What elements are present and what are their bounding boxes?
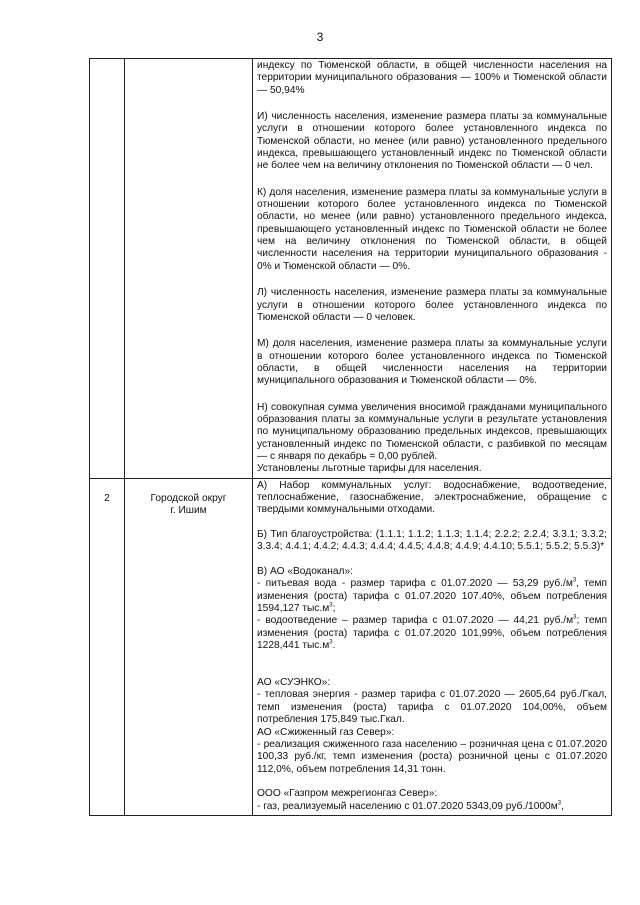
paragraph-k: К) доля населения, изменение размера платы за коммунальные услуги в отношении которого более установленного индекса по Тюменской области, но менее (или равно) установленного предельного индекса, превышающего установленный индекс по Тюменской области не более чем на величину отклонения по Тюменской области, в общей численности населения на территории муниципального образования - 0% и Тюменской области — 0%. (257, 186, 607, 272)
liquefied-gas-tariff: - реализация сжиженного газа населению – розничная цена с 01.07.2020 100,33 руб./кг, темп изменения (роста) розничной цены с 01.07.2020 112,0%, объем потребления 14,31 тонн. (257, 738, 607, 775)
heat-energy-tariff: - тепловая энергия - размер тарифа с 01.07.2020 — 2605,64 руб./Гкал, темп изменения (роста) тарифа с 01.07.2020 104,00%, объем потребления 175,849 тыс.Гкал. (257, 689, 607, 726)
wastewater-tariff: - водоотведение – размер тарифа с 01.07.2020 — 44,21 $руб./м^3$; темп изменения (роста) тарифа с 01.07.2020 101,99%, объем потребления 1228,441 $тыс.м^3$. (257, 615, 608, 652)
paragraph-b: Б) Тип благоустройства: (1.1.1; 1.1.2; 1.1.3; 1.1.4; 2.2.2; 2.2.4; 3.3.1; 3.3.2; 3.3.4; 4.4.1; 4.4.2; 4.4.3; 4.4.4; 4.4.5; 4.4.8; 4.4.9; 4.4.10; 5.5.1; 5.5.2; 5.5.3)* (257, 529, 607, 553)
document-table (89, 58, 612, 816)
paragraph-continuation: индексу по Тюменской области, в общей численности населения на территории муниципального образования — 100% и Тюменской области — 50,94% (257, 60, 607, 96)
page-number: 3 (316, 30, 324, 44)
gazprom-title: ООО «Газпром межрегионгаз Север»: (257, 788, 438, 800)
gas-tariff: - газ, реализуемый населению с 01.07.2020 5343,09 $руб./1000м^3$, (257, 800, 564, 812)
paragraph-i: И) численность населения, изменение размера платы за коммунальные услуги в отношении которого более установленного индекса по Тюменской области, но менее (или равно) установленного предельного индекса, превышающего установленный индекс по Тюменской области не более чем на величину отклонения по Тюменской области — 0 чел. (257, 111, 607, 172)
municipality-name-line2: г. Ишим (170, 504, 207, 516)
municipality-cell (125, 59, 253, 479)
paragraph-a: А) Набор коммунальных услуг: водоснабжение, водоотведение, теплоснабжение, газоснабжение, электроснабжение, обращение с твердыми коммунальными отходами. (257, 479, 607, 516)
row-number-cell (90, 59, 125, 479)
vodokanal-title: В) АО «Водоканал»: (257, 566, 353, 578)
paragraph-l: Л) численность населения, изменение размера платы за коммунальные услуги в отношении которого более установленного индекса по Тюменской области — 0 человек. (257, 287, 607, 323)
drinking-water-tariff: - питьевая вода - размер тарифа с 01.07.2020 — 53,29 $руб./м^3$, темп изменения (роста) тарифа с 01.07.2020 107.40%, объем потребления 1594,127 $тыс.м^3$; (257, 577, 607, 615)
suenco-title: АО «СУЭНКО»: (257, 677, 331, 689)
paragraph-tariffs-note: Установлены льготные тарифы для населения. (257, 463, 482, 475)
gas-north-title: АО «Сжиженный газ Север»: (257, 726, 395, 738)
row-number: 2 (90, 478, 125, 815)
table-row (90, 478, 612, 815)
table-row (90, 59, 612, 479)
indicators-cell (253, 59, 612, 479)
paragraph-n: Н) совокупная сумма увеличения вносимой гражданами муниципального образования платы за коммунальные услуги в результате установления по муниципальному образованию предельных индексов, превышающих установленный индекс по Тюменской области, с разбивкой по месяцам — с января по декабрь = 0,00 рублей. (257, 401, 607, 462)
municipality-name-line1: Городской округ (150, 492, 227, 504)
paragraph-m: М) доля населения, изменение размера платы за коммунальные услуги в отношении которого более установленного индекса по Тюменской области, в общей численности населения на территории муниципального образования и Тюменской области — 0%. (257, 338, 607, 387)
indicators-cell (253, 478, 612, 815)
municipality-name (125, 478, 253, 815)
